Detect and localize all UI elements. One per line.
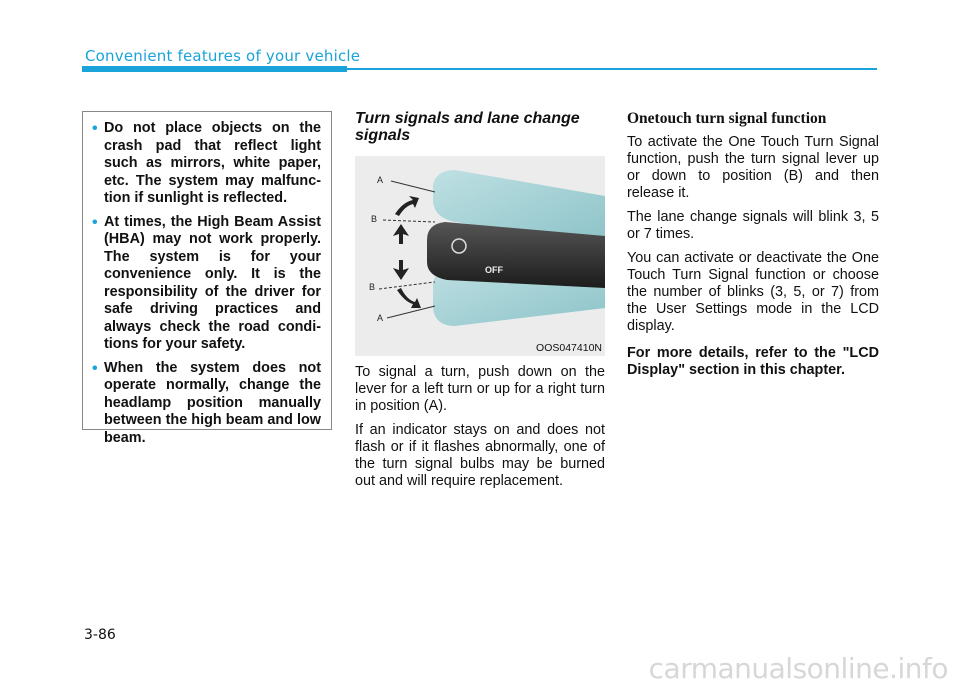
bullet-icon: • — [92, 359, 98, 377]
bullet-icon: • — [92, 120, 98, 137]
turn-signal-lever-illustration — [355, 156, 605, 356]
onetouch-title: Onetouch turn signal function — [627, 110, 827, 127]
page-number: 3-86 — [84, 627, 116, 643]
warning-list — [92, 120, 321, 447]
figure-code: OOS047410N — [536, 342, 602, 354]
turn-signals-paragraph: To signal a turn, push down on the lever for a left turn or up for a right turn in position (A). — [355, 364, 605, 414]
onetouch-paragraph: To activate the One Touch Turn Signal function, push the turn signal lever up or down to position (B) and then release it. — [627, 134, 879, 201]
warning-item-text: Do not place objects on the crash pad that reflect light such as mirrors, white paper, etc. The system may malfunc-tion if sunlight is reflected. — [104, 120, 321, 206]
onetouch-section — [627, 110, 879, 386]
turn-signals-title: Turn signals and lane change signals — [355, 110, 580, 144]
label-b-bottom: B — [369, 282, 376, 292]
warning-item-text: When the system does not operate normally, change the headlamp position manually between the high beam and low beam. — [104, 359, 321, 446]
label-a-bottom: A — [377, 313, 384, 323]
turn-signal-lever-figure — [355, 156, 605, 356]
bullet-icon: • — [92, 213, 98, 231]
warning-item — [92, 360, 321, 448]
label-a-top: A — [377, 175, 384, 185]
onetouch-paragraph: You can activate or deactivate the One Touch Turn Signal function or choose the number of blinks (3, 5, or 7) from the User Settings mode in the LCD display. — [627, 250, 879, 334]
header-bar-thick — [82, 66, 347, 72]
section-header-title: Convenient features of your vehicle — [85, 47, 361, 65]
turn-signals-paragraph: If an indicator stays on and does not flash or if it flashes abnormally, one of the turn signal bulbs may be burned out and will require replacement. — [355, 422, 605, 489]
turn-signals-section — [355, 110, 605, 497]
onetouch-note: For more details, refer to the "LCD Display" section in this chapter. — [627, 345, 879, 378]
off-label: OFF — [485, 265, 503, 275]
label-b-top: B — [371, 214, 378, 224]
warning-box — [82, 111, 332, 446]
warning-item — [92, 214, 321, 354]
warning-item-text: At times, the High Beam Assist (HBA) may not work properly. The system is for your convenience only. It is the responsibility of the driver for safe driving practices and always check the road condi-tions for your safety. — [104, 213, 321, 352]
watermark: carmanualsonline.info — [648, 652, 948, 685]
header-bar-thin — [347, 68, 877, 70]
onetouch-paragraph: The lane change signals will blink 3, 5 or 7 times. — [627, 209, 879, 242]
warning-item — [92, 120, 321, 208]
